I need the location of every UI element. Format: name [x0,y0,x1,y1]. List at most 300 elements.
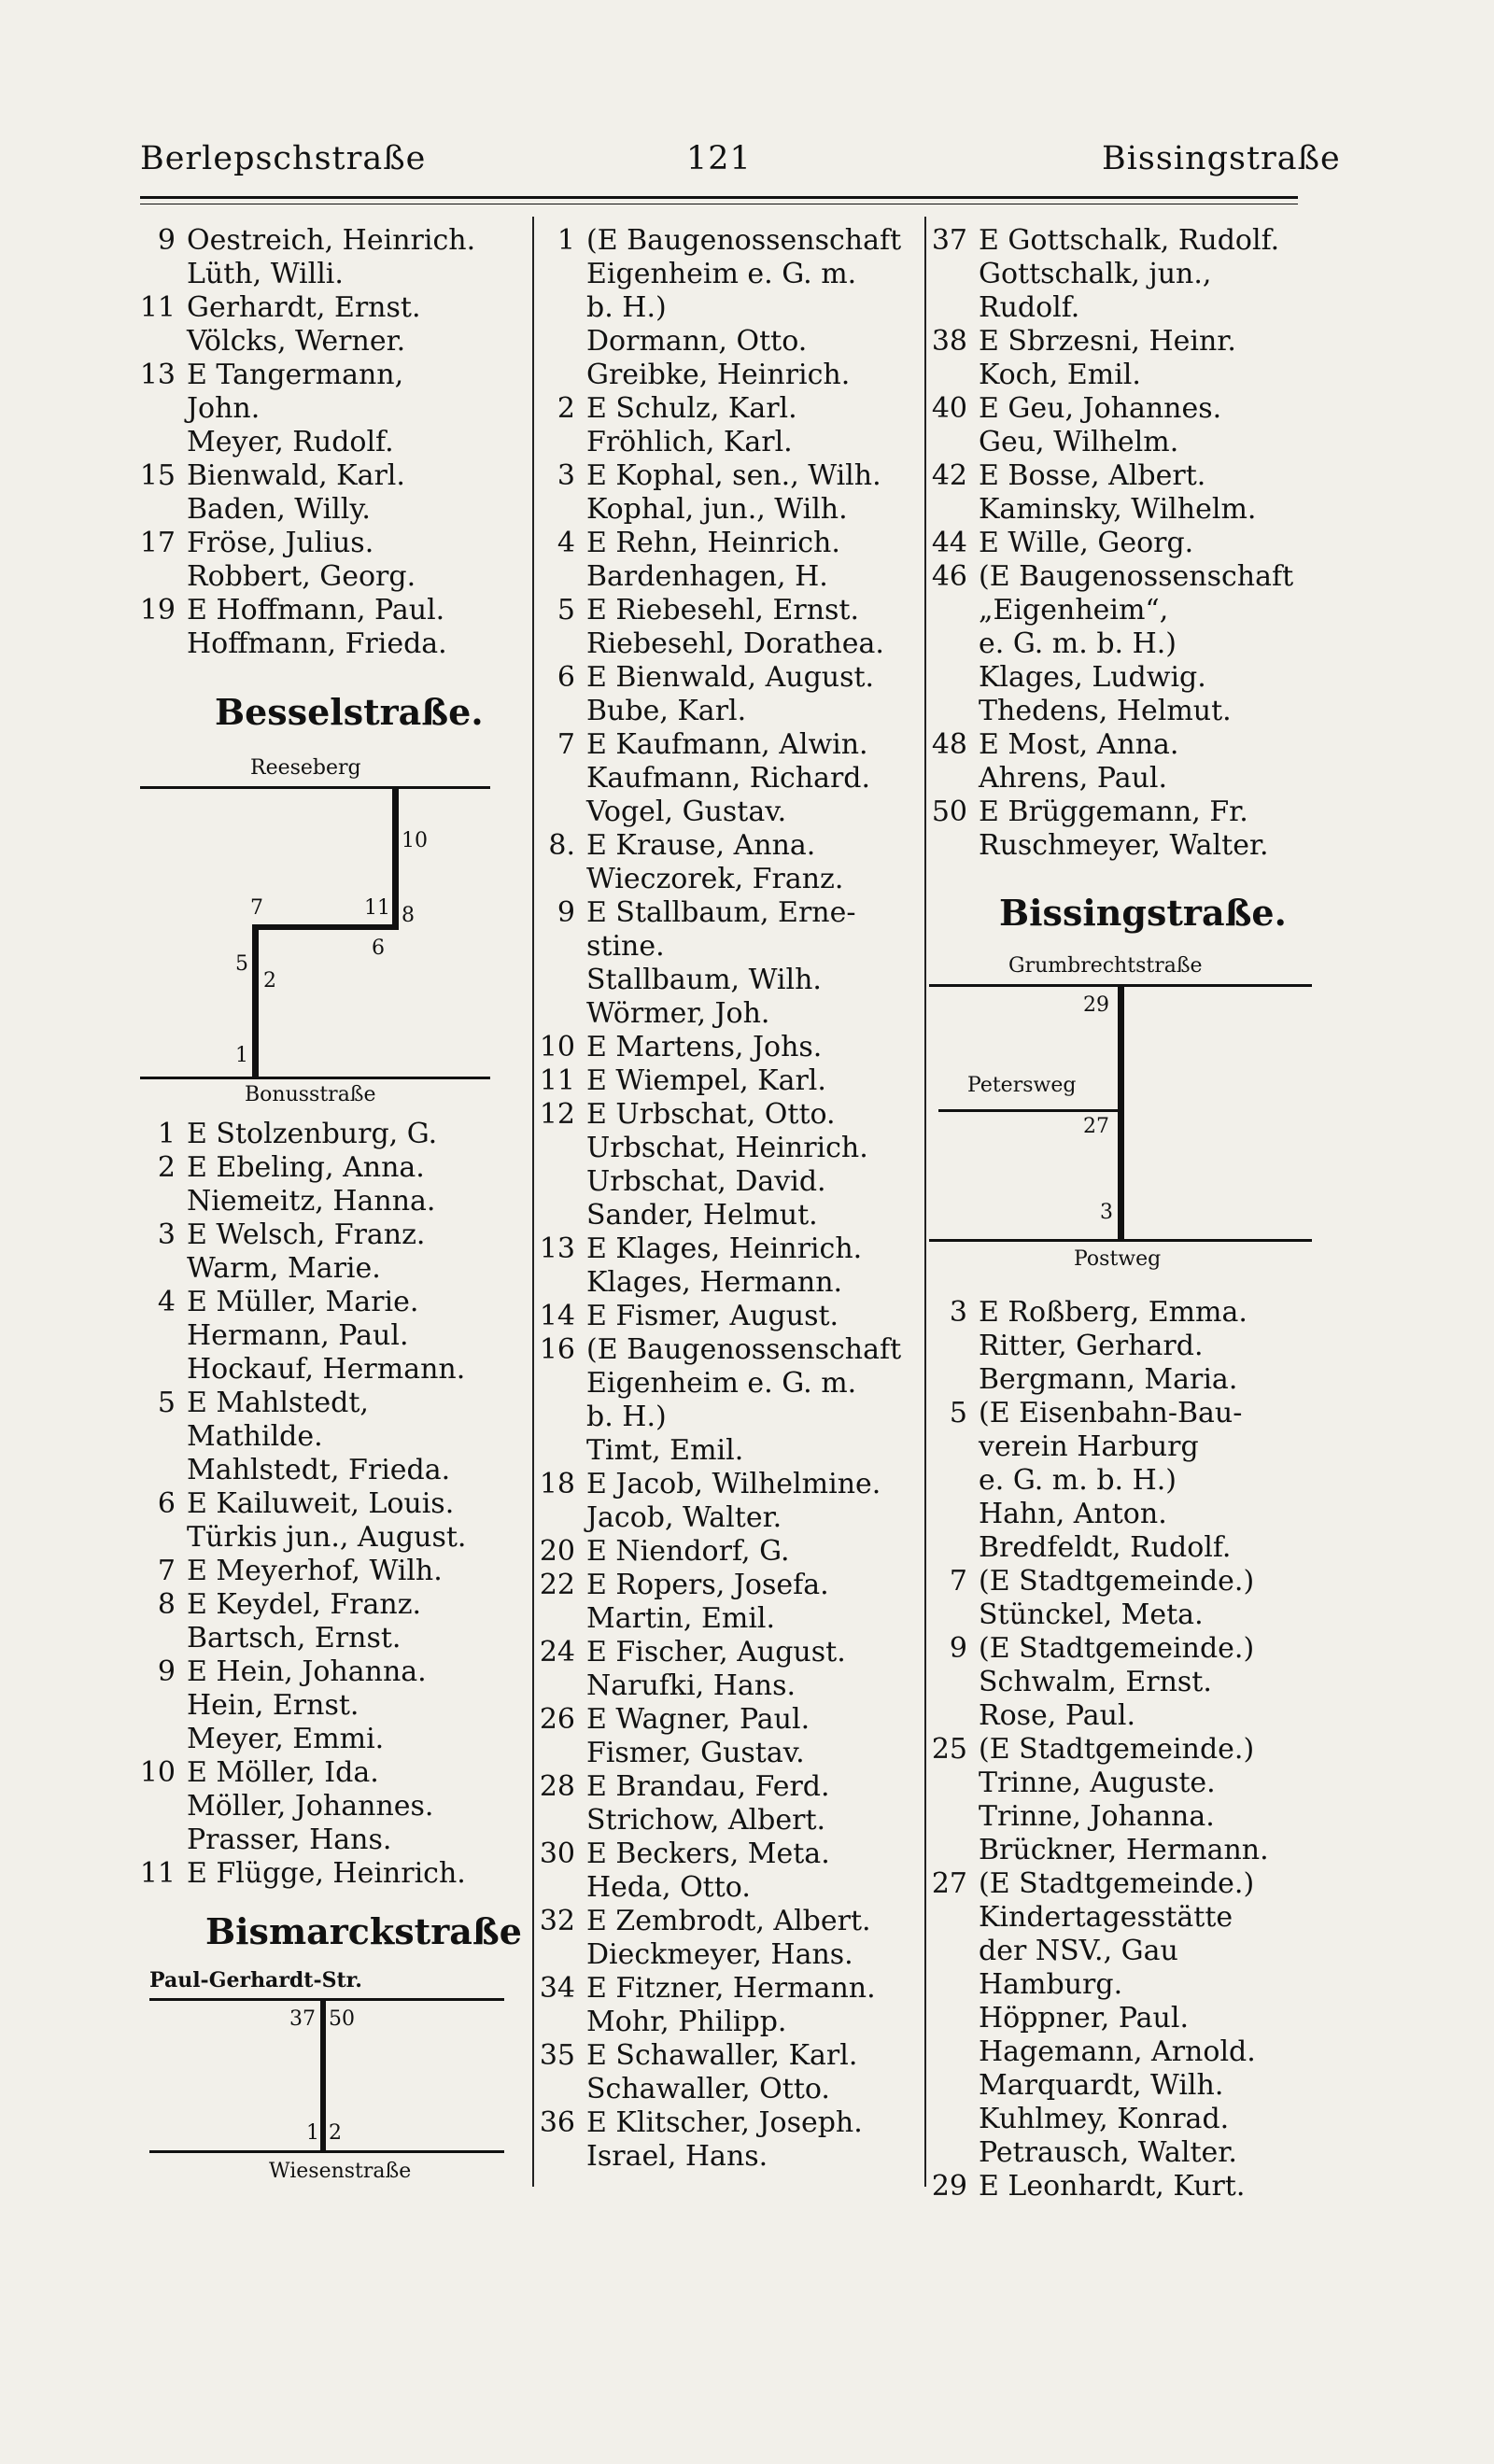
house-number: 42 [931,459,967,492]
directory-entry [521,1703,923,1770]
house-number: 15 [139,459,176,492]
resident-line: (E Stadtgemeinde.) [979,1632,1255,1665]
directory-entry [121,1387,523,1487]
house-number: 44 [931,527,967,559]
street-line-top [149,1998,504,2001]
page-number: 121 [686,140,752,177]
directory-entry [521,896,923,1031]
directory-entry [521,1569,923,1636]
resident-line: E Riebesehl, Ernst. [586,594,860,627]
resident-line: b. H.) [586,291,667,324]
street-heading-bissing: Bissingstraße. [999,892,1287,934]
resident-line: Klages, Hermann. [586,1266,843,1299]
street-label-wiesen: Wiesenstraße [269,2160,412,2183]
resident-line: Oestreich, Heinrich. [187,224,476,257]
resident-line: Bredfeldt, Rudolf. [979,1531,1232,1564]
resident-line: (E Stadtgemeinde.) [979,1733,1255,1766]
resident-line: E Schulz, Karl. [586,392,797,425]
house-number: 2 [157,1151,176,1184]
directory-entry [521,1837,923,1905]
resident-line: E Geu, Johannes. [979,392,1222,425]
house-number: 16 [539,1333,575,1366]
resident-line: E Klitscher, Joseph. [586,2106,863,2139]
resident-line: E Stolzenburg, G. [187,1118,438,1150]
resident-line: Strichow, Albert. [586,1804,826,1837]
resident-line: Trinne, Johanna. [979,1800,1215,1833]
resident-line: E Zembrodt, Albert. [586,1905,871,1937]
resident-line: Bienwald, Karl. [187,459,405,492]
street-label-bonus: Bonusstraße [245,1083,376,1106]
resident-line: Vogel, Gustav. [586,796,787,828]
running-head-left: Berlepschstraße [140,140,427,177]
street-segment [1118,987,1124,1239]
resident-line: E Beckers, Meta. [586,1837,830,1870]
house-number: 11 [364,896,390,920]
resident-line: Bube, Karl. [586,695,747,727]
resident-line: Baden, Willy. [187,493,371,526]
resident-line: Brückner, Hermann. [979,1834,1269,1866]
house-number: 18 [539,1468,575,1500]
directory-entry [121,1655,523,1756]
street-segment [252,924,259,1077]
directory-entry [521,527,923,594]
resident-line: Dieckmeyer, Hans. [586,1938,853,1971]
resident-line: (E Stadtgemeinde.) [979,1565,1255,1598]
resident-line: der NSV., Gau [979,1935,1178,1967]
resident-line: Meyer, Rudolf. [187,426,394,458]
directory-entry [121,594,523,661]
column-1-upper [121,224,523,661]
resident-line: Hamburg. [979,1968,1123,2001]
directory-entry [913,728,1305,796]
directory-entry [913,325,1305,392]
street-label-grumbrecht: Grumbrechtstraße [1008,954,1203,978]
resident-line: E Wiempel, Karl. [586,1064,826,1097]
directory-entry [913,224,1305,325]
street-heading-bessel: Besselstraße. [215,691,484,733]
resident-line: b. H.) [586,1401,667,1433]
resident-line: Ritter, Gerhard. [979,1330,1204,1362]
house-number: 24 [539,1636,575,1668]
resident-line: E Schawaller, Karl. [586,2039,858,2072]
street-line-bottom [149,2150,504,2153]
resident-line: E Urbschat, Otto. [586,1098,836,1131]
directory-entry [521,1031,923,1064]
house-number: 37 [289,2007,316,2031]
directory-entry [521,392,923,459]
resident-line: E Müller, Marie. [187,1286,419,1318]
directory-entry [121,459,523,527]
house-number: 28 [539,1770,575,1803]
resident-line: E Brandau, Ferd. [586,1770,830,1803]
resident-line: Höppner, Paul. [979,2002,1189,2035]
resident-line: Robbert, Georg. [187,560,416,593]
resident-line: (E Baugenossenschaft [979,560,1294,593]
house-number: 7 [557,728,575,761]
resident-line: Mahlstedt, Frieda. [187,1454,451,1486]
house-number: 6 [557,661,575,694]
house-number: 27 [1083,1115,1109,1138]
resident-line: Bergmann, Maria. [979,1363,1238,1396]
resident-line: E Leonhardt, Kurt. [979,2170,1246,2203]
house-number: 2 [329,2121,342,2145]
house-number: 12 [539,1098,575,1131]
resident-line: Narufki, Hans. [586,1669,796,1702]
resident-line: verein Harburg [979,1430,1199,1463]
directory-entry [121,291,523,359]
directory-entry [913,392,1305,459]
resident-line: Hahn, Anton. [979,1498,1167,1530]
resident-line: E Hoffmann, Paul. [187,594,445,627]
directory-entry [521,829,923,896]
directory-entry [521,1333,923,1468]
resident-line: Mohr, Philipp. [586,2006,787,2038]
resident-line: Lüth, Willi. [187,258,344,290]
resident-line: Schwalm, Ernst. [979,1666,1212,1698]
directory-entry [521,1064,923,1098]
directory-entry [521,1300,923,1333]
resident-line: E Wille, Georg. [979,527,1194,559]
directory-entry [913,2170,1305,2204]
house-number: 8 [402,904,415,927]
directory-entry [913,1296,1305,1397]
house-number: 4 [157,1286,176,1318]
directory-entry [121,1118,523,1151]
resident-line: Jacob, Walter. [586,1501,782,1534]
resident-line: Eigenheim e. G. m. [586,258,857,290]
resident-line: E Brüggemann, Fr. [979,796,1248,828]
resident-line: Kindertagesstätte [979,1901,1233,1934]
resident-line: Meyer, Emmi. [187,1723,385,1755]
resident-line: Eigenheim e. G. m. [586,1367,857,1400]
directory-entry [521,1468,923,1535]
house-number: 27 [931,1867,967,1900]
directory-entry [913,560,1305,728]
house-number: 38 [931,325,967,358]
resident-line: Bartsch, Ernst. [187,1622,402,1654]
house-number: 3 [949,1296,967,1329]
directory-entry [121,359,523,459]
resident-line: E Fismer, August. [586,1300,839,1332]
house-number: 2 [263,969,276,993]
resident-line: E Most, Anna. [979,728,1179,761]
resident-line: (E Eisenbahn-Bau- [979,1397,1243,1429]
directory-entry [521,728,923,829]
resident-line: Klages, Ludwig. [979,661,1206,694]
resident-line: Prasser, Hans. [187,1823,392,1856]
resident-line: (E Stadtgemeinde.) [979,1867,1255,1900]
directory-entry [521,2039,923,2106]
resident-line: E Fitzner, Hermann. [586,1972,876,2005]
resident-line: E Keydel, Franz. [187,1588,422,1621]
house-number: 13 [139,359,176,391]
resident-line: (E Baugenossenschaft [586,224,902,257]
house-number: 11 [139,291,176,324]
resident-line: Fröhlich, Karl. [586,426,793,458]
directory-entry [121,1588,523,1655]
resident-line: Timt, Emil. [586,1434,744,1467]
resident-line: Kophal, jun., Wilh. [586,493,848,526]
resident-line: Völcks, Werner. [187,325,406,358]
resident-line: Koch, Emil. [979,359,1141,391]
house-number: 40 [931,392,967,425]
directory-entry [913,1733,1305,1867]
resident-line: E Ropers, Josefa. [586,1569,829,1601]
resident-line: Hockauf, Hermann. [187,1353,466,1386]
house-number: 10 [539,1031,575,1063]
resident-line: Israel, Hans. [586,2140,768,2173]
directory-entry [121,1487,523,1555]
house-number: 50 [931,796,967,828]
house-number: 1 [306,2121,319,2145]
house-number: 1 [235,1044,248,1067]
directory-entry [521,2106,923,2174]
directory-entry [521,224,923,392]
house-number: 10 [402,829,428,852]
directory-entry [913,459,1305,527]
resident-line: Petrausch, Walter. [979,2136,1237,2169]
resident-line: Riebesehl, Dorathea. [586,627,884,660]
resident-line: Schawaller, Otto. [586,2073,830,2105]
header-rule [140,196,1298,199]
directory-entry [521,1232,923,1300]
directory-entry [521,1905,923,1972]
house-number: 8. [548,829,575,862]
resident-line: E Flügge, Heinrich. [187,1857,466,1890]
directory-entry [121,1218,523,1286]
resident-line: E Klages, Heinrich. [586,1232,863,1265]
resident-line: E Rehn, Heinrich. [586,527,840,559]
directory-entry [913,1867,1305,2170]
house-number: 46 [931,560,967,593]
resident-line: E Kaufmann, Alwin. [586,728,868,761]
resident-line: e. G. m. b. H.) [979,627,1177,660]
directory-entry [121,1286,523,1387]
directory-entry [521,1636,923,1703]
house-number: 13 [539,1232,575,1265]
house-number: 29 [1083,993,1109,1017]
resident-line: Gottschalk, jun., [979,258,1212,290]
resident-line: E Bosse, Albert. [979,459,1206,492]
house-number: 5 [157,1387,176,1419]
house-number: 35 [539,2039,575,2072]
resident-line: E Niendorf, G. [586,1535,790,1568]
resident-line: E Stallbaum, Erne- [586,896,856,929]
house-number: 9 [157,224,176,257]
resident-line: Stallbaum, Wilh. [586,964,822,996]
directory-entry [121,1756,523,1857]
street-label-petersweg: Petersweg [967,1074,1077,1097]
house-number: 11 [139,1857,176,1890]
resident-line: Kuhlmey, Konrad. [979,2103,1230,2135]
directory-entry [913,1565,1305,1632]
resident-line: Marquardt, Wilh. [979,2069,1224,2102]
house-number: 30 [539,1837,575,1870]
house-number: 3 [557,459,575,492]
resident-line: Sander, Helmut. [586,1199,818,1232]
directory-entry [913,527,1305,560]
resident-line: „Eigenheim“, [979,594,1169,627]
directory-entry [121,527,523,594]
resident-line: Greibke, Heinrich. [586,359,851,391]
resident-line: E Kophal, sen., Wilh. [586,459,881,492]
resident-line: Niemeitz, Hanna. [187,1185,436,1218]
resident-line: E Sbrzesni, Heinr. [979,325,1236,358]
resident-line: Warm, Marie. [187,1252,381,1285]
resident-line: Türkis jun., August. [187,1521,467,1554]
resident-line: Fismer, Gustav. [586,1737,805,1769]
resident-line: Geu, Wilhelm. [979,426,1179,458]
resident-line: E Kailuweit, Louis. [187,1487,455,1520]
house-number: 29 [931,2170,967,2203]
directory-entry [913,1632,1305,1733]
resident-line: Heda, Otto. [586,1871,751,1904]
house-number: 9 [949,1632,967,1665]
house-number: 48 [931,728,967,761]
house-number: 1 [157,1118,176,1150]
street-heading-bismarck: Bismarckstraße [205,1910,522,1952]
house-number: 25 [931,1733,967,1766]
house-number: 3 [1100,1201,1113,1224]
house-number: 6 [372,936,385,960]
house-number: 22 [539,1569,575,1601]
house-number: 26 [539,1703,575,1736]
resident-line: Rose, Paul. [979,1699,1136,1732]
directory-entry [913,1397,1305,1565]
street-segment [392,789,399,927]
resident-line: Stünckel, Meta. [979,1598,1204,1631]
house-number: 9 [557,896,575,929]
directory-entry [521,1535,923,1569]
house-number: 20 [539,1535,575,1568]
resident-line: E Ebeling, Anna. [187,1151,425,1184]
resident-line: E Martens, Johs. [586,1031,823,1063]
resident-line: E Gottschalk, Rudolf. [979,224,1280,257]
resident-line: E Roßberg, Emma. [979,1296,1247,1329]
resident-line: Ahrens, Paul. [979,762,1168,795]
resident-line: E Jacob, Wilhelmine. [586,1468,881,1500]
street-segment [252,924,399,930]
resident-line: Mathilde. [187,1420,323,1453]
house-number: 9 [157,1655,176,1688]
house-number: 17 [139,527,176,559]
street-segment [320,2001,326,2150]
resident-line: Trinne, Auguste. [979,1767,1216,1799]
resident-line: Bardenhagen, H. [586,560,828,593]
street-label-paul-gerhardt: Paul-Gerhardt-Str. [149,1968,362,1992]
resident-line: Kaminsky, Wilhelm. [979,493,1257,526]
house-number: 7 [157,1555,176,1587]
house-number: 2 [557,392,575,425]
house-number: 7 [250,896,263,920]
resident-line: E Wagner, Paul. [586,1703,810,1736]
house-number: 36 [539,2106,575,2139]
resident-line: Wörmer, Joh. [586,997,770,1030]
resident-line: E Krause, Anna. [586,829,816,862]
house-number: 3 [157,1218,176,1251]
resident-line: Urbschat, David. [586,1165,826,1198]
directory-entry [121,1857,523,1891]
resident-line: Hoffmann, Frieda. [187,627,447,660]
directory-entry [521,1972,923,2039]
resident-line: Thedens, Helmut. [979,695,1232,727]
resident-line: E Welsch, Franz. [187,1218,426,1251]
resident-line: Rudolf. [979,291,1080,324]
resident-line: Hagemann, Arnold. [979,2035,1256,2068]
resident-line: E Möller, Ida. [187,1756,379,1789]
street-line-bottom [140,1077,490,1079]
street-line-bottom [929,1239,1312,1242]
column-2 [521,224,923,2174]
resident-line: E Mahlstedt, [187,1387,369,1419]
resident-line: Martin, Emil. [586,1602,776,1635]
resident-line: Kaufmann, Richard. [586,762,871,795]
resident-line: Möller, Johannes. [187,1790,434,1823]
resident-line: e. G. m. b. H.) [979,1464,1177,1497]
house-number: 34 [539,1972,575,2005]
house-number: 1 [557,224,575,257]
house-number: 19 [139,594,176,627]
street-line-side [938,1109,1120,1112]
resident-line: E Tangermann, [187,359,404,391]
house-number: 14 [539,1300,575,1332]
resident-line: (E Baugenossenschaft [586,1333,902,1366]
directory-entry [521,459,923,527]
column-1-lower [121,1118,523,1891]
house-number: 10 [139,1756,176,1789]
resident-line: Hein, Ernst. [187,1689,359,1722]
resident-line: Hermann, Paul. [187,1319,409,1352]
street-label-reeseberg: Reeseberg [250,756,361,780]
resident-line: Dormann, Otto. [586,325,808,358]
directory-entry [121,1151,523,1218]
street-line-top [140,786,490,789]
column-3-lower [913,1296,1305,2204]
directory-entry [121,1555,523,1588]
house-number: 6 [157,1487,176,1520]
column-3-upper [913,224,1305,863]
resident-line: E Bienwald, August. [586,661,875,694]
resident-line: John. [187,392,261,425]
directory-entry [913,796,1305,863]
house-number: 8 [157,1588,176,1621]
street-label-postweg: Postweg [1074,1247,1162,1271]
resident-line: Gerhardt, Ernst. [187,291,421,324]
running-head-right: Bissingstraße [1102,140,1341,177]
directory-entry [521,1098,923,1232]
house-number: 5 [949,1397,967,1429]
house-number: 4 [557,527,575,559]
house-number: 7 [949,1565,967,1598]
resident-line: E Meyerhof, Wilh. [187,1555,443,1587]
resident-line: Urbschat, Heinrich. [586,1132,868,1164]
resident-line: stine. [586,930,665,963]
house-number: 50 [329,2007,355,2031]
directory-entry [521,661,923,728]
resident-line: E Fischer, August. [586,1636,846,1668]
directory-entry [121,224,523,291]
house-number: 5 [557,594,575,627]
resident-line: E Hein, Johanna. [187,1655,427,1688]
directory-entry [521,1770,923,1837]
resident-line: Wieczorek, Franz. [586,863,844,895]
house-number: 5 [235,952,248,976]
house-number: 37 [931,224,967,257]
house-number: 32 [539,1905,575,1937]
resident-line: Ruschmeyer, Walter. [979,829,1269,862]
directory-entry [521,594,923,661]
house-number: 11 [539,1064,575,1097]
